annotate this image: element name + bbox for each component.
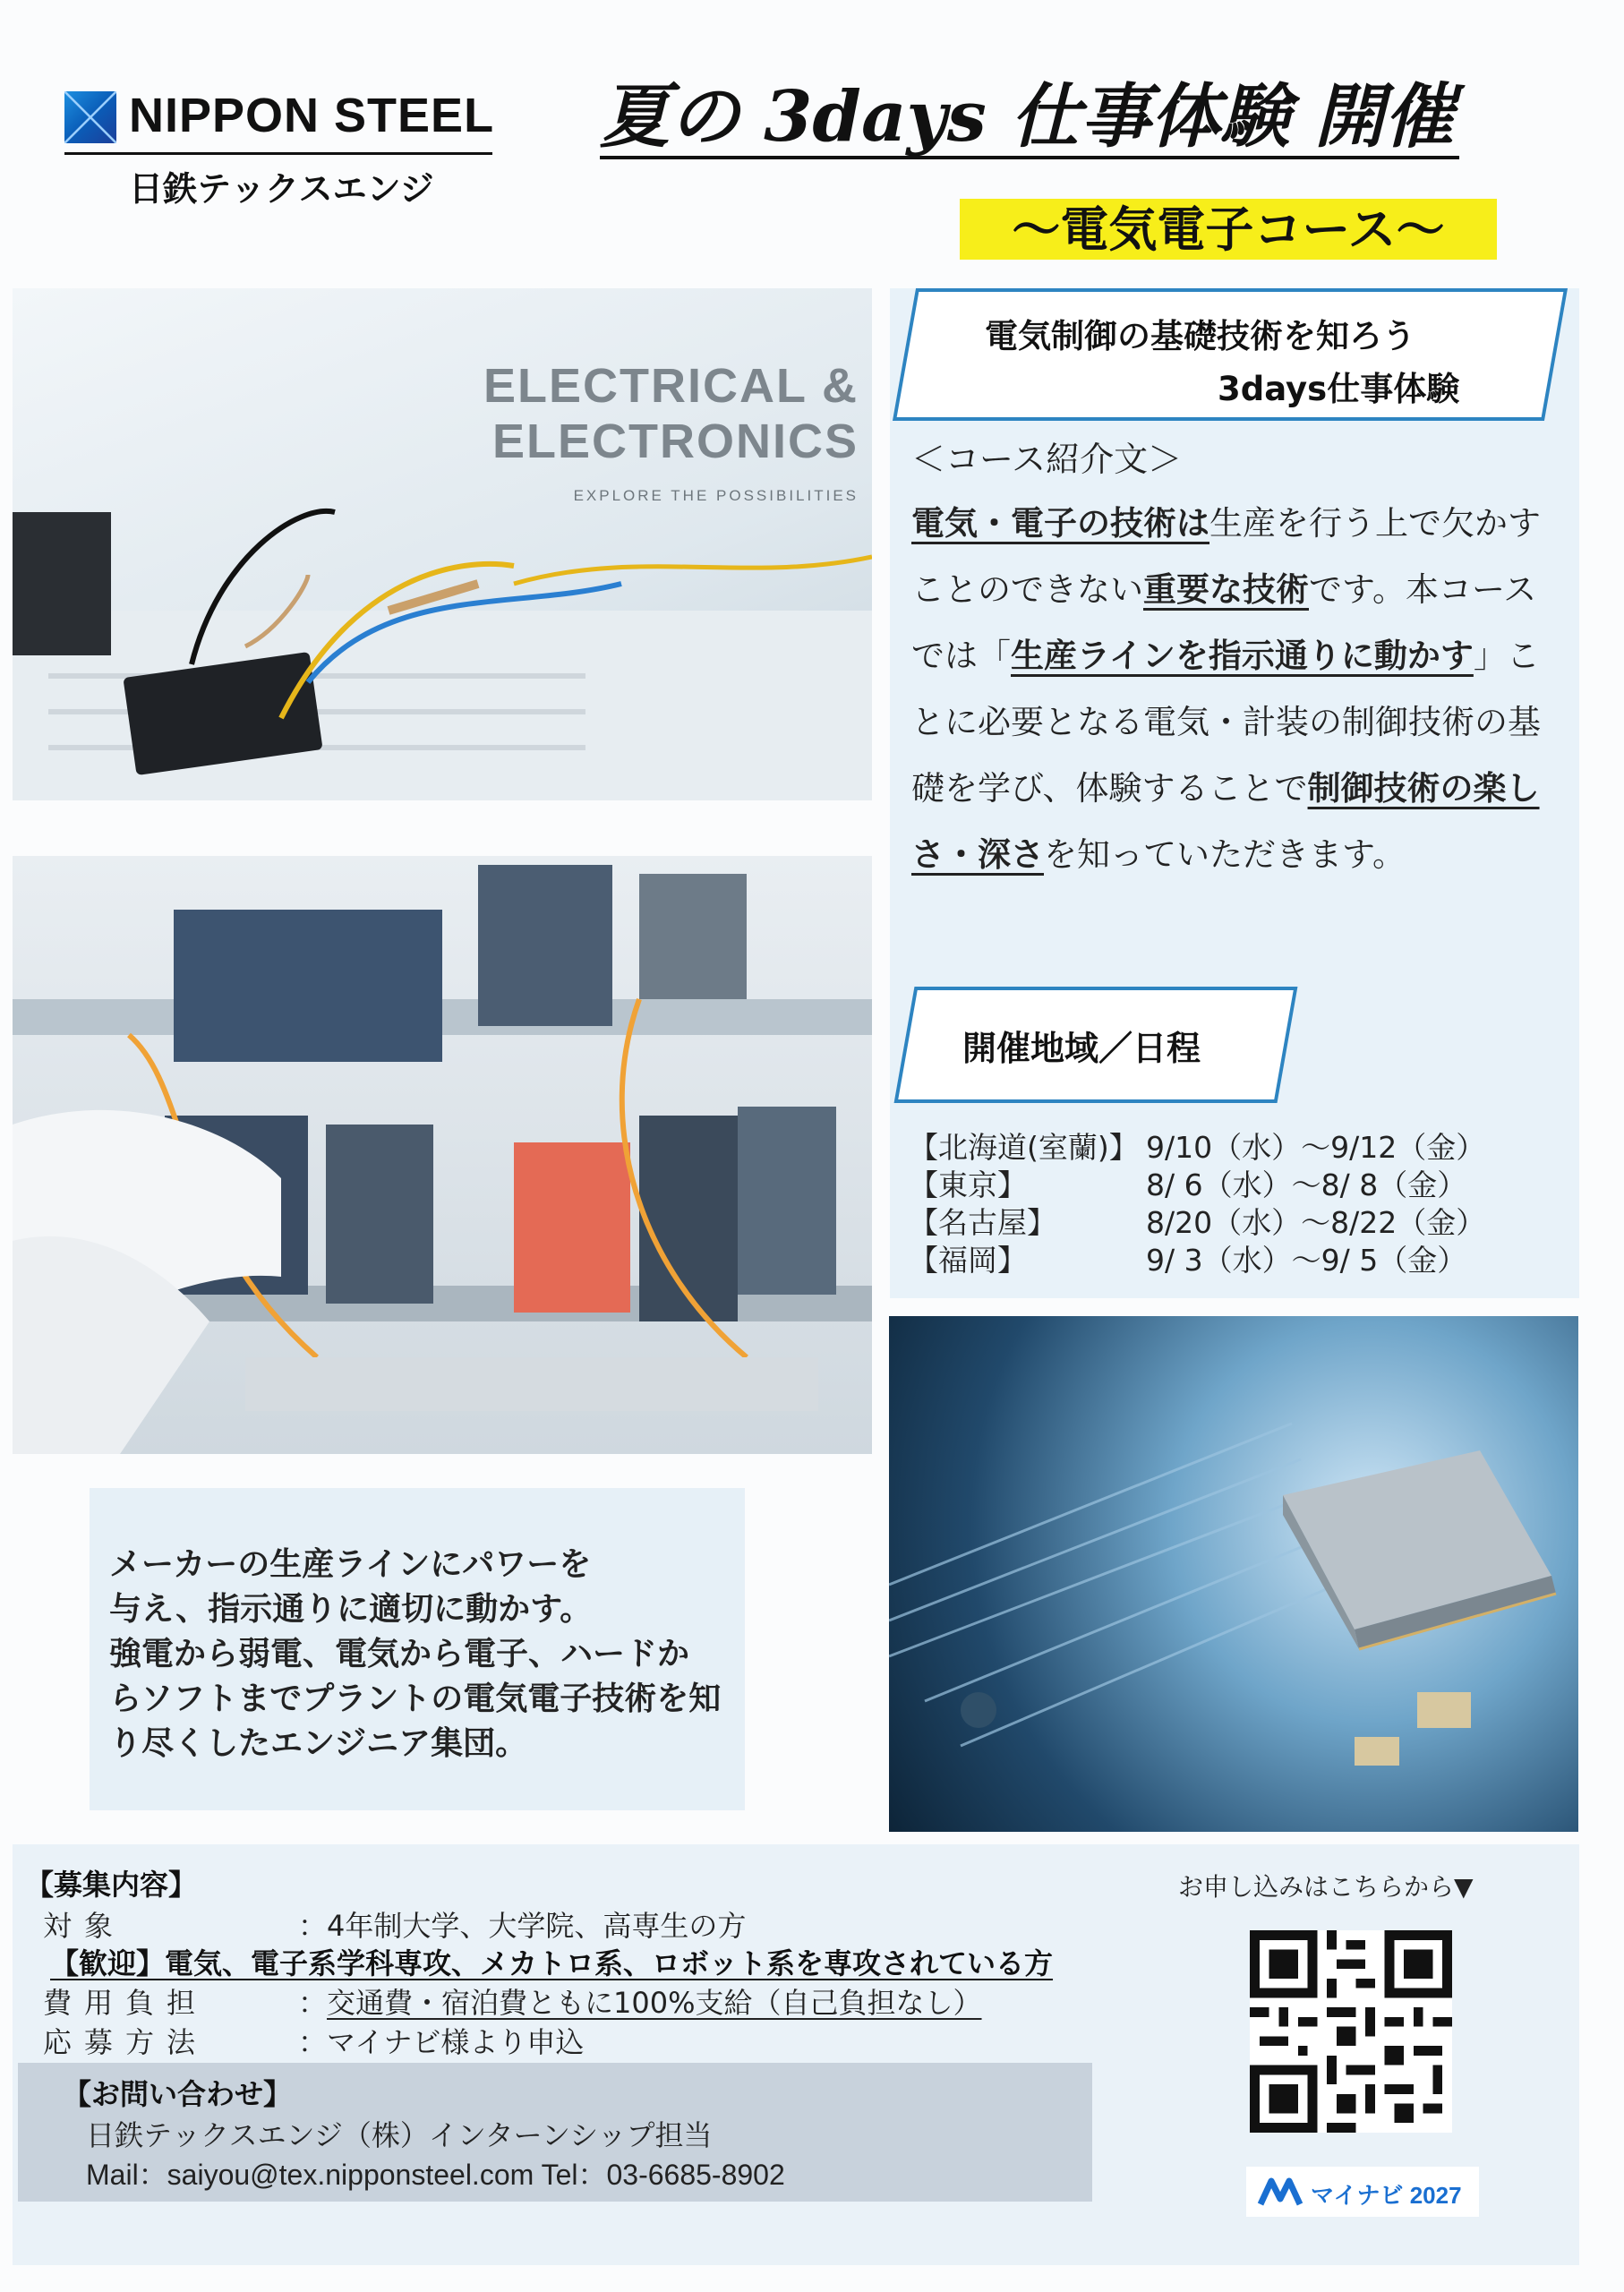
- course-heading-line2: 3days仕事体験: [1218, 370, 1460, 408]
- course-intro-label: ＜コース紹介文＞: [911, 440, 1183, 479]
- photo-text-line2: ELECTRONICS: [491, 415, 859, 468]
- mynavi-logo-text: マイナビ 2027: [1311, 2182, 1462, 2209]
- page-title: 夏の 3days 仕事体験 開催: [600, 79, 1459, 159]
- emphasis-important-tech: 重要な技術: [1143, 570, 1309, 609]
- photo-tagline: EXPLORE THE POSSIBILITIES: [573, 487, 859, 504]
- mynavi-logo: [1246, 2167, 1479, 2217]
- qr-code-icon[interactable]: [1250, 1930, 1452, 2133]
- emphasis-production-line: 生産ラインを指示通りに動かす: [1011, 637, 1474, 675]
- electronics-breadboard-photo: [13, 288, 872, 800]
- course-heading-line1: 電気制御の基礎技術を知ろう: [985, 317, 1415, 355]
- photo-text-line1: ELECTRICAL &: [483, 359, 859, 413]
- logo-divider: [64, 152, 492, 155]
- contact-mail-tel: Mail：saiyou@tex.nipponsteel.com Tel：03-6685-8902: [86, 2159, 785, 2191]
- microchip-circuit-photo: [889, 1316, 1578, 1832]
- nippon-steel-logo-icon: [64, 91, 116, 143]
- qr-code-graphic: [1250, 1930, 1452, 2133]
- requirement-method: 応募方法 ：マイナビ様より申込: [43, 2025, 585, 2059]
- logo-text: NIPPON STEEL: [129, 89, 495, 142]
- schedule-row: 【名古屋】 8/20（水）～8/22（金）: [909, 1205, 1486, 1240]
- apply-prompt: お申し込みはこちらから▼: [1178, 1872, 1474, 1902]
- company-description: メーカーの生産ラインにパワーを 与え、指示通りに適切に動かす。 強電から弱電、電気から電子、ハードか らソフトまでプラントの電気電子技術を知 り尽くしたエンジニア集団。: [109, 1545, 722, 1762]
- course-subtitle: ～電気電子コース～: [960, 199, 1497, 260]
- schedule-row: 【北海道(室蘭)】 9/10（水）～9/12（金）: [909, 1130, 1486, 1165]
- requirement-cost: 費用負担 ：交通費・宿泊費ともに100%支給（自己負担なし）: [43, 1986, 982, 2020]
- schedule-heading: 開催地域／日程: [962, 1029, 1201, 1068]
- emphasis-control-fun: 制御技術の楽しさ・深さ: [911, 769, 1540, 874]
- schedule-row: 【東京】 8/ 6（水）～8/ 8（金）: [909, 1167, 1467, 1202]
- emphasis-electrical-tech: 電気・電子の技術は: [911, 504, 1209, 543]
- mynavi-logo-icon: [1257, 2174, 1307, 2210]
- recruit-title: 【募集内容】: [25, 1868, 198, 1902]
- microchip-illustration: [889, 1316, 1578, 1832]
- contact-title: 【お問い合わせ】: [63, 2077, 293, 2111]
- requirement-welcome: 【歓迎】電気、電子系学科専攻、メカトロ系、ロボット系を専攻されている方: [50, 1946, 1054, 1980]
- course-intro-text: 電気・電子の技術は生産を行う上で欠かすことのできない重要な技術です。本コースでは「生産ラインを指示通りに動かす」ことに必要となる電気・計装の制御技術の基礎を学び、体験することで制御技術の楽しさ・深さを知っていただきます。: [911, 504, 1541, 874]
- contact-department: 日鉄テックスエンジ（株）インターンシップ担当: [86, 2118, 713, 2152]
- schedule-row: 【福岡】 9/ 3（水）～9/ 5（金）: [909, 1243, 1467, 1278]
- requirement-target: 対象 ：4年制大学、大学院、高専生の方: [43, 1909, 747, 1943]
- company-name: 日鉄テックスエンジ: [129, 169, 434, 209]
